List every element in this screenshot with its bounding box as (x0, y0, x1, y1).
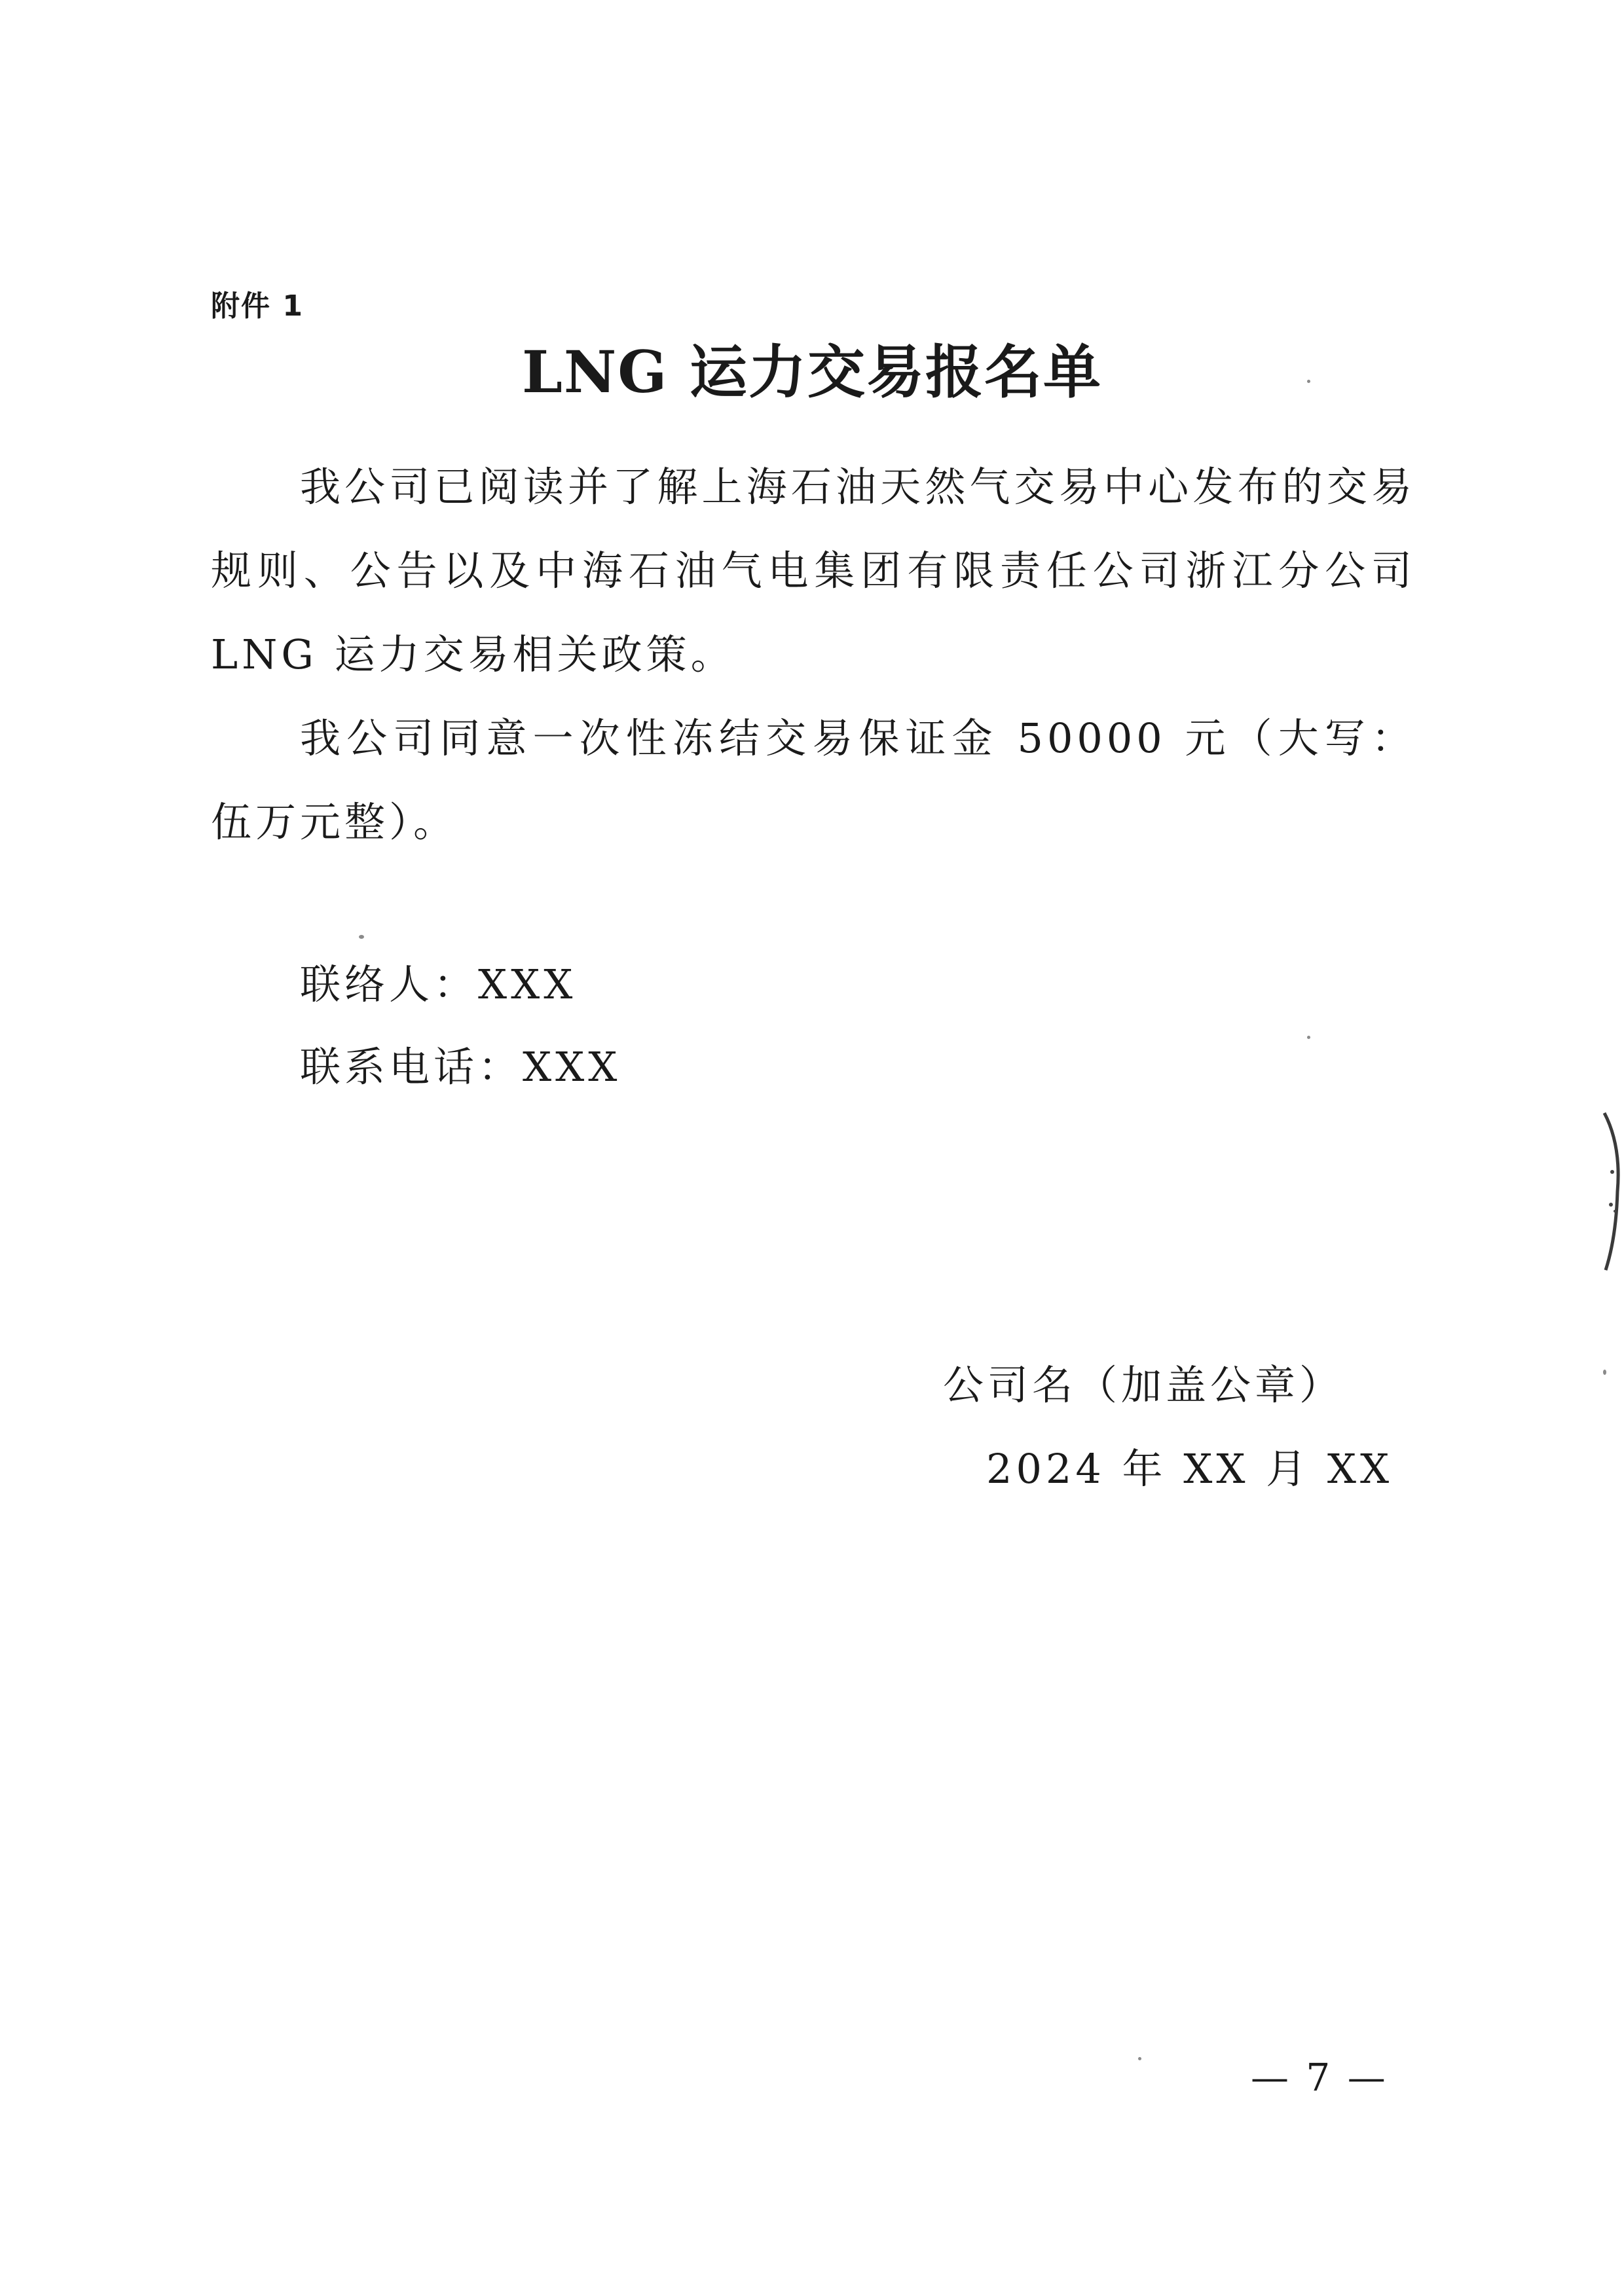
body-paragraph-1: 我公司已阅读并了解上海石油天然气交易中心发布的交易规则、公告以及中海石油气电集团有限责任公司浙江分公司 LNG 运力交易相关政策。 (211, 463, 1416, 678)
signature-company: 公司名（加盖公章） (943, 1361, 1344, 1409)
contact-phone: 联系电话：XXX (300, 1043, 621, 1091)
page-number: — 7 — (1251, 2055, 1388, 2100)
scan-speck (1307, 1036, 1310, 1039)
scan-binding-mark (1598, 1106, 1624, 1277)
document-title: LNG 运力交易报名单 (521, 338, 1103, 406)
body-paragraph-2: 我公司同意一次性冻结交易保证金 50000 元（大写：伍万元整）。 (211, 714, 1416, 846)
scan-speck (1307, 380, 1310, 383)
scan-speck (1138, 2057, 1141, 2060)
scan-speck (1603, 1370, 1606, 1375)
attachment-label: 附件 1 (211, 289, 304, 323)
signature-date: 2024 年 XX 月 XX (986, 1445, 1393, 1493)
scan-speck (359, 935, 364, 939)
contact-person: 联络人：XXX (300, 960, 577, 1008)
